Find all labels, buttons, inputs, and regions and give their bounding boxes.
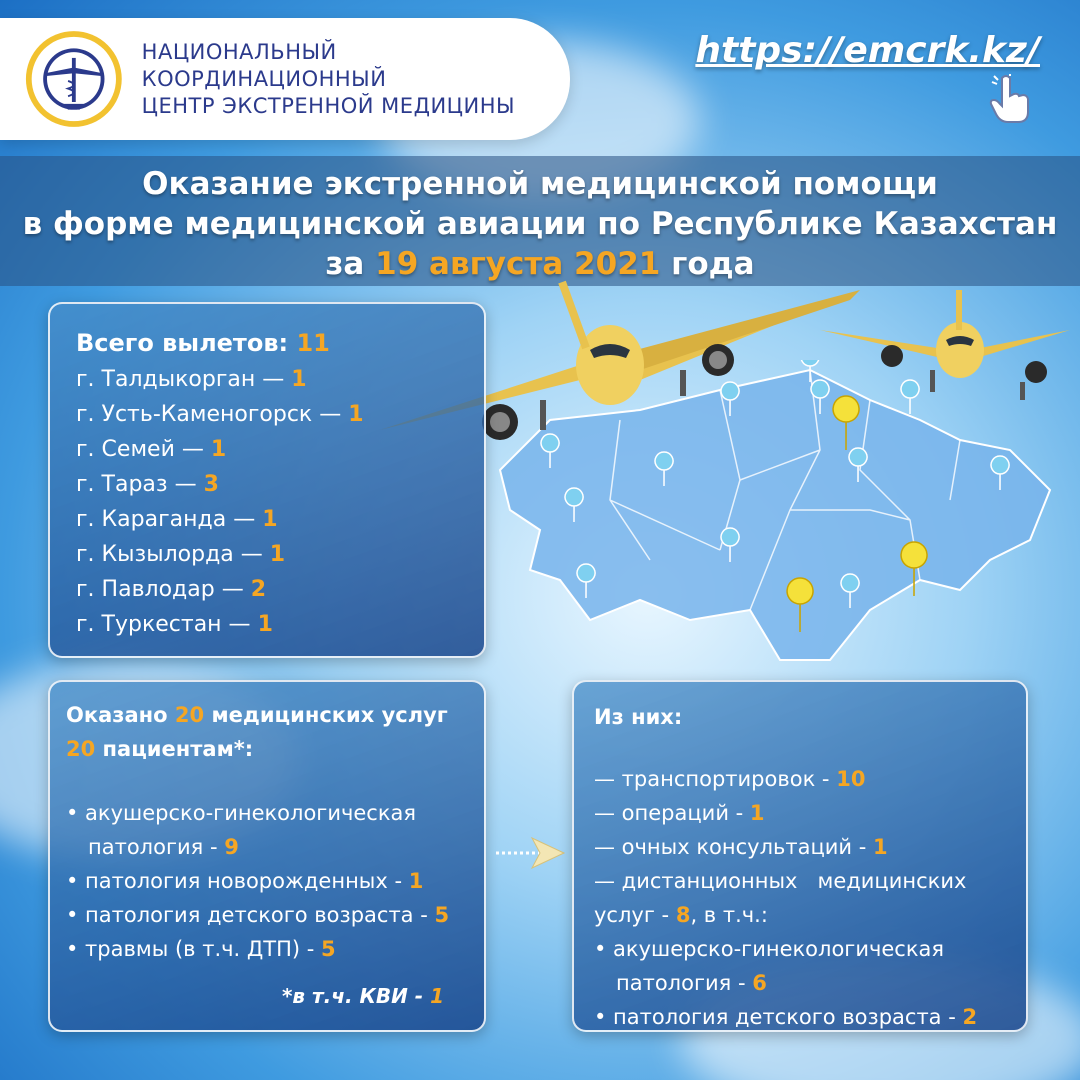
flights-total-value: 11 xyxy=(296,329,330,357)
logo-emblem-icon xyxy=(24,27,124,131)
city-name: г. Павлодар — xyxy=(76,577,244,602)
service-item xyxy=(66,898,468,932)
city-count: 1 xyxy=(257,612,273,637)
city-name: г. Кызылорда — xyxy=(76,542,263,567)
service-item-value: 9 xyxy=(224,835,239,859)
title-suffix: года xyxy=(671,246,755,282)
header-card xyxy=(0,18,570,140)
footnote-label: *в т.ч. КВИ - xyxy=(281,984,424,1008)
service-item-label: патология - xyxy=(88,835,218,859)
city-count: 1 xyxy=(262,507,278,532)
city-count: 1 xyxy=(269,542,286,567)
breakdown-item xyxy=(594,796,1006,830)
title-date: 19 августа 2021 xyxy=(375,246,661,282)
city-name: г. Семей — xyxy=(76,437,204,462)
breakdown-subitem xyxy=(594,1000,1006,1034)
city-row xyxy=(76,397,458,432)
service-item-value: 5 xyxy=(434,903,450,927)
city-name: г. Усть-Каменогорск — xyxy=(76,402,342,427)
patients-label: пациентам*: xyxy=(102,737,254,761)
service-item xyxy=(66,864,468,898)
breakdown-subitem xyxy=(594,966,1006,1000)
city-name: г. Караганда — xyxy=(76,507,256,532)
breakdown-label: • патология детского возраста - xyxy=(594,1005,956,1029)
services-heading-line1 xyxy=(66,698,468,732)
city-row xyxy=(76,362,458,397)
org-name-line2: ЦЕНТР ЭКСТРЕННОЙ МЕДИЦИНЫ xyxy=(141,93,516,118)
service-item-label: • травмы (в т.ч. ДТП) - xyxy=(66,937,315,961)
pointer-hand-icon xyxy=(988,74,1032,124)
city-count: 1 xyxy=(291,367,307,392)
breakdown-heading: Из них: xyxy=(594,705,683,729)
city-row xyxy=(76,467,458,502)
service-item-label: • патология новорожденных - xyxy=(66,869,403,893)
org-name-line1: НАЦИОНАЛЬНЫЙ КООРДИНАЦИОННЫЙ xyxy=(141,39,387,91)
org-name xyxy=(142,39,570,120)
city-count: 2 xyxy=(250,577,267,602)
city-count: 3 xyxy=(203,472,219,497)
breakdown-label: — операций - xyxy=(594,801,744,825)
services-heading-line2 xyxy=(66,732,468,766)
breakdown-value: 6 xyxy=(752,971,767,995)
service-item xyxy=(66,796,468,830)
service-item-label: • патология детского возраста - xyxy=(66,903,428,927)
breakdown-value: 1 xyxy=(873,835,888,859)
city-name: г. Туркестан — xyxy=(76,612,251,637)
breakdown-label: патология - xyxy=(616,971,746,995)
breakdown-panel xyxy=(572,680,1028,1032)
breakdown-value: 8 xyxy=(675,903,691,927)
city-row xyxy=(76,432,458,467)
title-band xyxy=(0,156,1080,286)
city-row xyxy=(76,572,458,607)
service-item-label: • акушерско-гинекологическая xyxy=(66,801,417,825)
patients-count: 20 xyxy=(66,737,96,761)
breakdown-item xyxy=(594,898,1006,932)
title-line2: в форме медицинской авиации по Республике Казахстан xyxy=(22,206,1058,242)
breakdown-item xyxy=(594,830,1006,864)
services-heading-a: Оказано xyxy=(66,703,168,727)
title-line1: Оказание экстренной медицинской помощи xyxy=(142,166,938,202)
flights-panel xyxy=(48,302,486,658)
city-count: 1 xyxy=(210,437,227,462)
breakdown-value: 2 xyxy=(962,1005,978,1029)
services-heading-b: медицинских услуг xyxy=(211,703,448,727)
city-name: г. Тараз — xyxy=(76,472,197,497)
website-link[interactable]: https://emcrk.kz/ xyxy=(695,30,1040,71)
flights-total-label: Всего вылетов: xyxy=(76,329,289,357)
services-count: 20 xyxy=(174,703,205,727)
service-item xyxy=(66,932,468,966)
breakdown-item: — дистанционных медицинских xyxy=(594,869,967,893)
footnote-value: 1 xyxy=(430,984,444,1008)
breakdown-subitem: • акушерско-гинекологическая xyxy=(594,937,945,961)
breakdown-label: услуг - xyxy=(594,903,670,927)
city-count: 1 xyxy=(348,402,364,427)
city-row xyxy=(76,502,458,537)
service-item-value: 1 xyxy=(408,869,424,893)
flights-total xyxy=(76,324,458,362)
city-row xyxy=(76,537,458,572)
service-item-value: 5 xyxy=(321,937,336,961)
footnote xyxy=(282,984,444,1008)
title-prefix: за xyxy=(325,246,365,282)
breakdown-label: — транспортировок - xyxy=(594,767,830,791)
spacer xyxy=(594,734,1006,762)
breakdown-item xyxy=(594,762,1006,796)
arrow-right-icon xyxy=(496,836,566,870)
breakdown-label: — очных консультаций - xyxy=(594,835,867,859)
city-name: г. Талдыкорган — xyxy=(76,367,285,392)
breakdown-label-suffix: , в т.ч.: xyxy=(690,903,768,927)
breakdown-value: 1 xyxy=(749,801,765,825)
city-row xyxy=(76,607,458,642)
services-panel xyxy=(48,680,486,1032)
breakdown-value: 10 xyxy=(836,767,866,791)
airplane-icon xyxy=(820,290,1070,400)
spacer xyxy=(66,766,468,796)
service-item xyxy=(66,830,468,864)
